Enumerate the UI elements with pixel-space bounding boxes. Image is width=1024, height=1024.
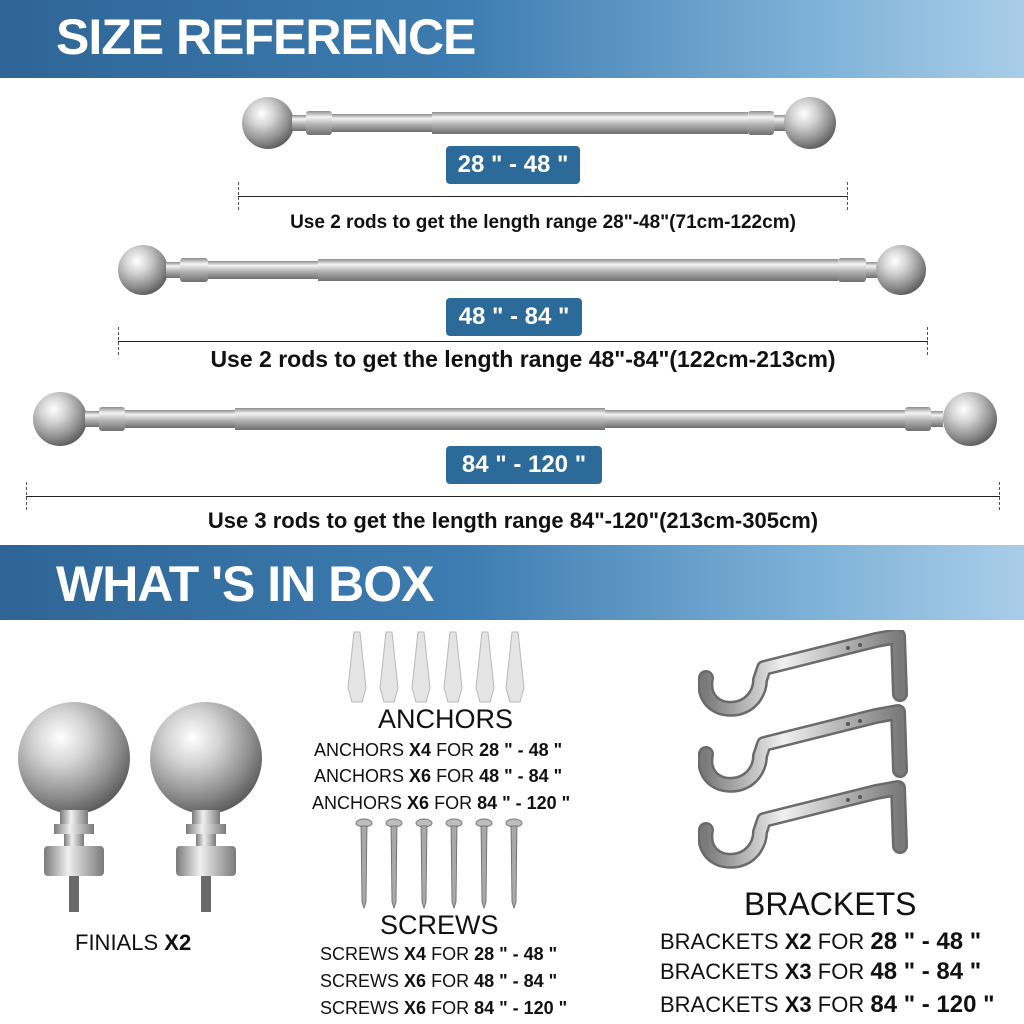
rod-caption-3: Use 3 rods to get the length range 84"-120"(213cm-305cm) [207,508,819,533]
curtain-rod-long-image [30,390,1000,448]
spec-range: 28 " - 48 " [479,740,563,760]
screws-image [352,818,532,910]
brackets-heading: BRACKETS [744,886,917,922]
spec-name: SCREWS [320,998,400,1018]
anchors-line-2 [314,766,562,787]
size-reference-title: SIZE REFERENCE [56,9,476,65]
whats-in-box-title: WHAT 'S IN BOX [56,556,434,612]
range-badge-84-120: 84 " - 120 " [446,446,602,484]
curtain-rod-short-image [240,94,838,152]
spec-for: FOR [436,740,475,760]
spec-for: FOR [431,998,470,1018]
spec-qty: X6 [404,998,427,1018]
size-reference-banner [0,0,1024,78]
spec-range: 28 " - 48 " [870,928,982,955]
spec-qty: X4 [409,740,432,760]
rod-caption-2: Use 2 rods to get the length range 48"-84"(122cm-213cm) [210,346,836,372]
spec-for: FOR [431,944,470,964]
spec-qty: X6 [407,793,430,813]
anchors-image [346,628,532,704]
spec-for: FOR [817,992,865,1017]
curtain-rod-medium-image [116,242,928,298]
finials-label [75,930,191,956]
spec-range: 84 " - 120 " [477,793,571,813]
spec-qty: X3 [784,992,812,1017]
brackets-line-1 [660,928,981,956]
spec-range: 48 " - 84 " [870,958,982,985]
spec-name: BRACKETS [660,992,779,1017]
anchors-heading: ANCHORS [378,704,514,734]
spec-for: FOR [817,929,865,954]
spec-qty: X2 [784,929,812,954]
range-badge-28-48: 28 " - 48 " [446,146,580,184]
spec-qty: X3 [784,959,812,984]
spec-name: BRACKETS [660,929,779,954]
spec-for: FOR [431,971,470,991]
spec-name: SCREWS [320,944,400,964]
spec-qty: X6 [409,766,432,786]
spec-range: 84 " - 120 " [474,998,568,1018]
measure-line-2 [118,341,928,342]
spec-qty: X6 [404,971,427,991]
spec-name: ANCHORS [314,766,405,786]
screws-line-2 [320,971,557,992]
screws-heading: SCREWS [380,910,499,940]
brackets-image [698,630,912,880]
anchors-line-3 [312,793,570,814]
whats-in-box-banner [0,545,1024,620]
spec-range: 28 " - 48 " [474,944,558,964]
spec-range: 48 " - 84 " [479,766,563,786]
spec-for: FOR [434,793,473,813]
range-badge-48-84: 48 " - 84 " [446,298,582,336]
spec-name: ANCHORS [314,740,405,760]
spec-for: FOR [436,766,475,786]
spec-name: SCREWS [320,971,400,991]
spec-name: BRACKETS [660,959,779,984]
brackets-line-2 [660,958,981,986]
measure-line-3 [26,496,1000,497]
spec-range: 48 " - 84 " [474,971,558,991]
brackets-line-3 [660,991,995,1019]
finials-name: FINIALS [75,930,159,955]
measure-line-1 [238,196,848,197]
rod-caption-1: Use 2 rods to get the length range 28"-48"(71cm-122cm) [290,212,796,233]
spec-qty: X4 [404,944,427,964]
spec-for: FOR [817,959,865,984]
screws-line-1 [320,944,557,965]
spec-name: ANCHORS [312,793,403,813]
anchors-line-1 [314,740,562,761]
finials-image [14,700,274,915]
spec-range: 84 " - 120 " [870,991,995,1018]
finials-qty: X2 [164,930,192,955]
screws-line-3 [320,998,567,1019]
